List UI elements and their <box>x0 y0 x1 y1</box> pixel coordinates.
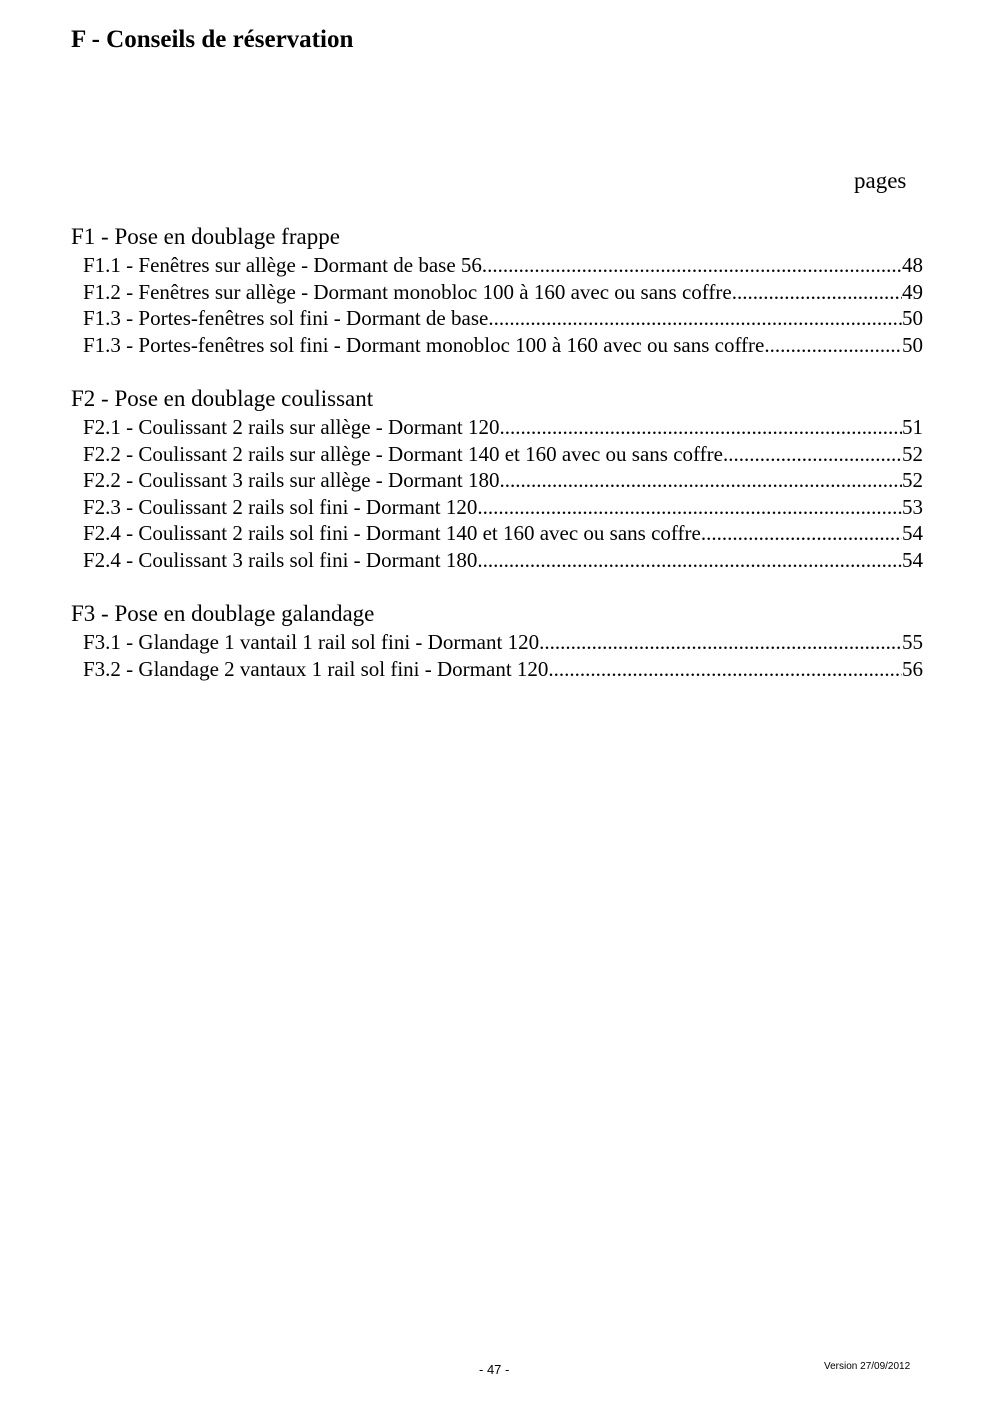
table-of-contents <box>71 222 923 708</box>
page-title: F - Conseils de réservation <box>71 26 354 53</box>
toc-entry-label: F3.2 - Glandage 2 vantaux 1 rail sol fini - Dormant 120 <box>83 656 549 681</box>
footer-version: Version 27/09/2012 <box>824 1361 911 1372</box>
dot-leader <box>488 305 902 332</box>
dot-leader <box>477 547 902 574</box>
toc-entry[interactable] <box>83 279 923 306</box>
toc-entry-page: 52 <box>902 468 923 492</box>
toc-entry[interactable] <box>83 467 923 494</box>
toc-entry-page: 50 <box>902 332 923 357</box>
dot-leader <box>499 467 902 494</box>
toc-entry[interactable] <box>83 252 923 279</box>
footer-page-number: - 47 - <box>479 1362 510 1377</box>
toc-entry[interactable] <box>83 494 923 521</box>
toc-entry[interactable] <box>83 656 923 683</box>
toc-entry[interactable] <box>83 414 923 441</box>
toc-entry-label: F1.3 - Portes-fenêtres sol fini - Dormant de base <box>83 306 489 330</box>
toc-entry[interactable] <box>83 332 923 359</box>
toc-entry[interactable] <box>83 305 923 332</box>
toc-entry-label: F2.4 - Coulissant 2 rails sol fini - Dormant 140 et 160 avec ou sans coffre <box>83 521 701 545</box>
toc-section-f3 <box>71 599 923 682</box>
dot-leader <box>482 252 902 279</box>
toc-entry-label: F1.2 - Fenêtres sur allège - Dormant monobloc 100 à 160 avec ou sans coffre <box>83 279 732 304</box>
dot-leader <box>499 414 902 441</box>
dot-leader <box>539 629 902 656</box>
toc-entry[interactable] <box>83 547 923 574</box>
toc-entry-label: F2.3 - Coulissant 2 rails sol fini - Dormant 120 <box>83 494 478 519</box>
toc-entry-page: 54 <box>902 521 923 545</box>
dot-leader <box>548 656 902 683</box>
toc-entry-page: 55 <box>902 630 923 654</box>
toc-entry-page: 49 <box>902 279 923 304</box>
dot-leader <box>732 279 902 306</box>
dot-leader <box>701 520 902 547</box>
toc-entry-label: F1.1 - Fenêtres sur allège - Dormant de base 56 <box>83 253 482 277</box>
section-title: F1 - Pose en doublage frappe <box>71 224 340 249</box>
section-title: F3 - Pose en doublage galandage <box>71 601 375 626</box>
toc-entry-label: F2.1 - Coulissant 2 rails sur allège - Dormant 120 <box>83 415 500 439</box>
toc-entry-page: 52 <box>902 441 923 466</box>
pages-column-label: pages <box>854 168 907 193</box>
toc-entry-page: 50 <box>902 306 923 330</box>
toc-entry-page: 56 <box>902 656 923 681</box>
toc-entry-page: 48 <box>902 253 923 277</box>
toc-section-f2 <box>71 384 923 573</box>
toc-entry-page: 51 <box>902 415 923 439</box>
toc-entry[interactable] <box>83 441 923 468</box>
dot-leader <box>477 494 902 521</box>
dot-leader <box>723 441 902 468</box>
toc-entry-label: F2.4 - Coulissant 3 rails sol fini - Dormant 180 <box>83 547 478 572</box>
toc-entry-label: F1.3 - Portes-fenêtres sol fini - Dormant monobloc 100 à 160 avec ou sans coffre <box>83 332 765 357</box>
section-title: F2 - Pose en doublage coulissant <box>71 386 374 411</box>
toc-entry-label: F3.1 - Glandage 1 vantail 1 rail sol fini - Dormant 120 <box>83 630 540 654</box>
dot-leader <box>764 332 902 359</box>
toc-entry-page: 54 <box>902 547 923 572</box>
toc-entry[interactable] <box>83 520 923 547</box>
toc-entry-page: 53 <box>902 494 923 519</box>
toc-section-f1 <box>71 222 923 358</box>
toc-entry-label: F2.2 - Coulissant 3 rails sur allège - Dormant 180 <box>83 468 500 492</box>
toc-entry[interactable] <box>83 629 923 656</box>
toc-entry-label: F2.2 - Coulissant 2 rails sur allège - Dormant 140 et 160 avec ou sans coffre <box>83 441 723 466</box>
